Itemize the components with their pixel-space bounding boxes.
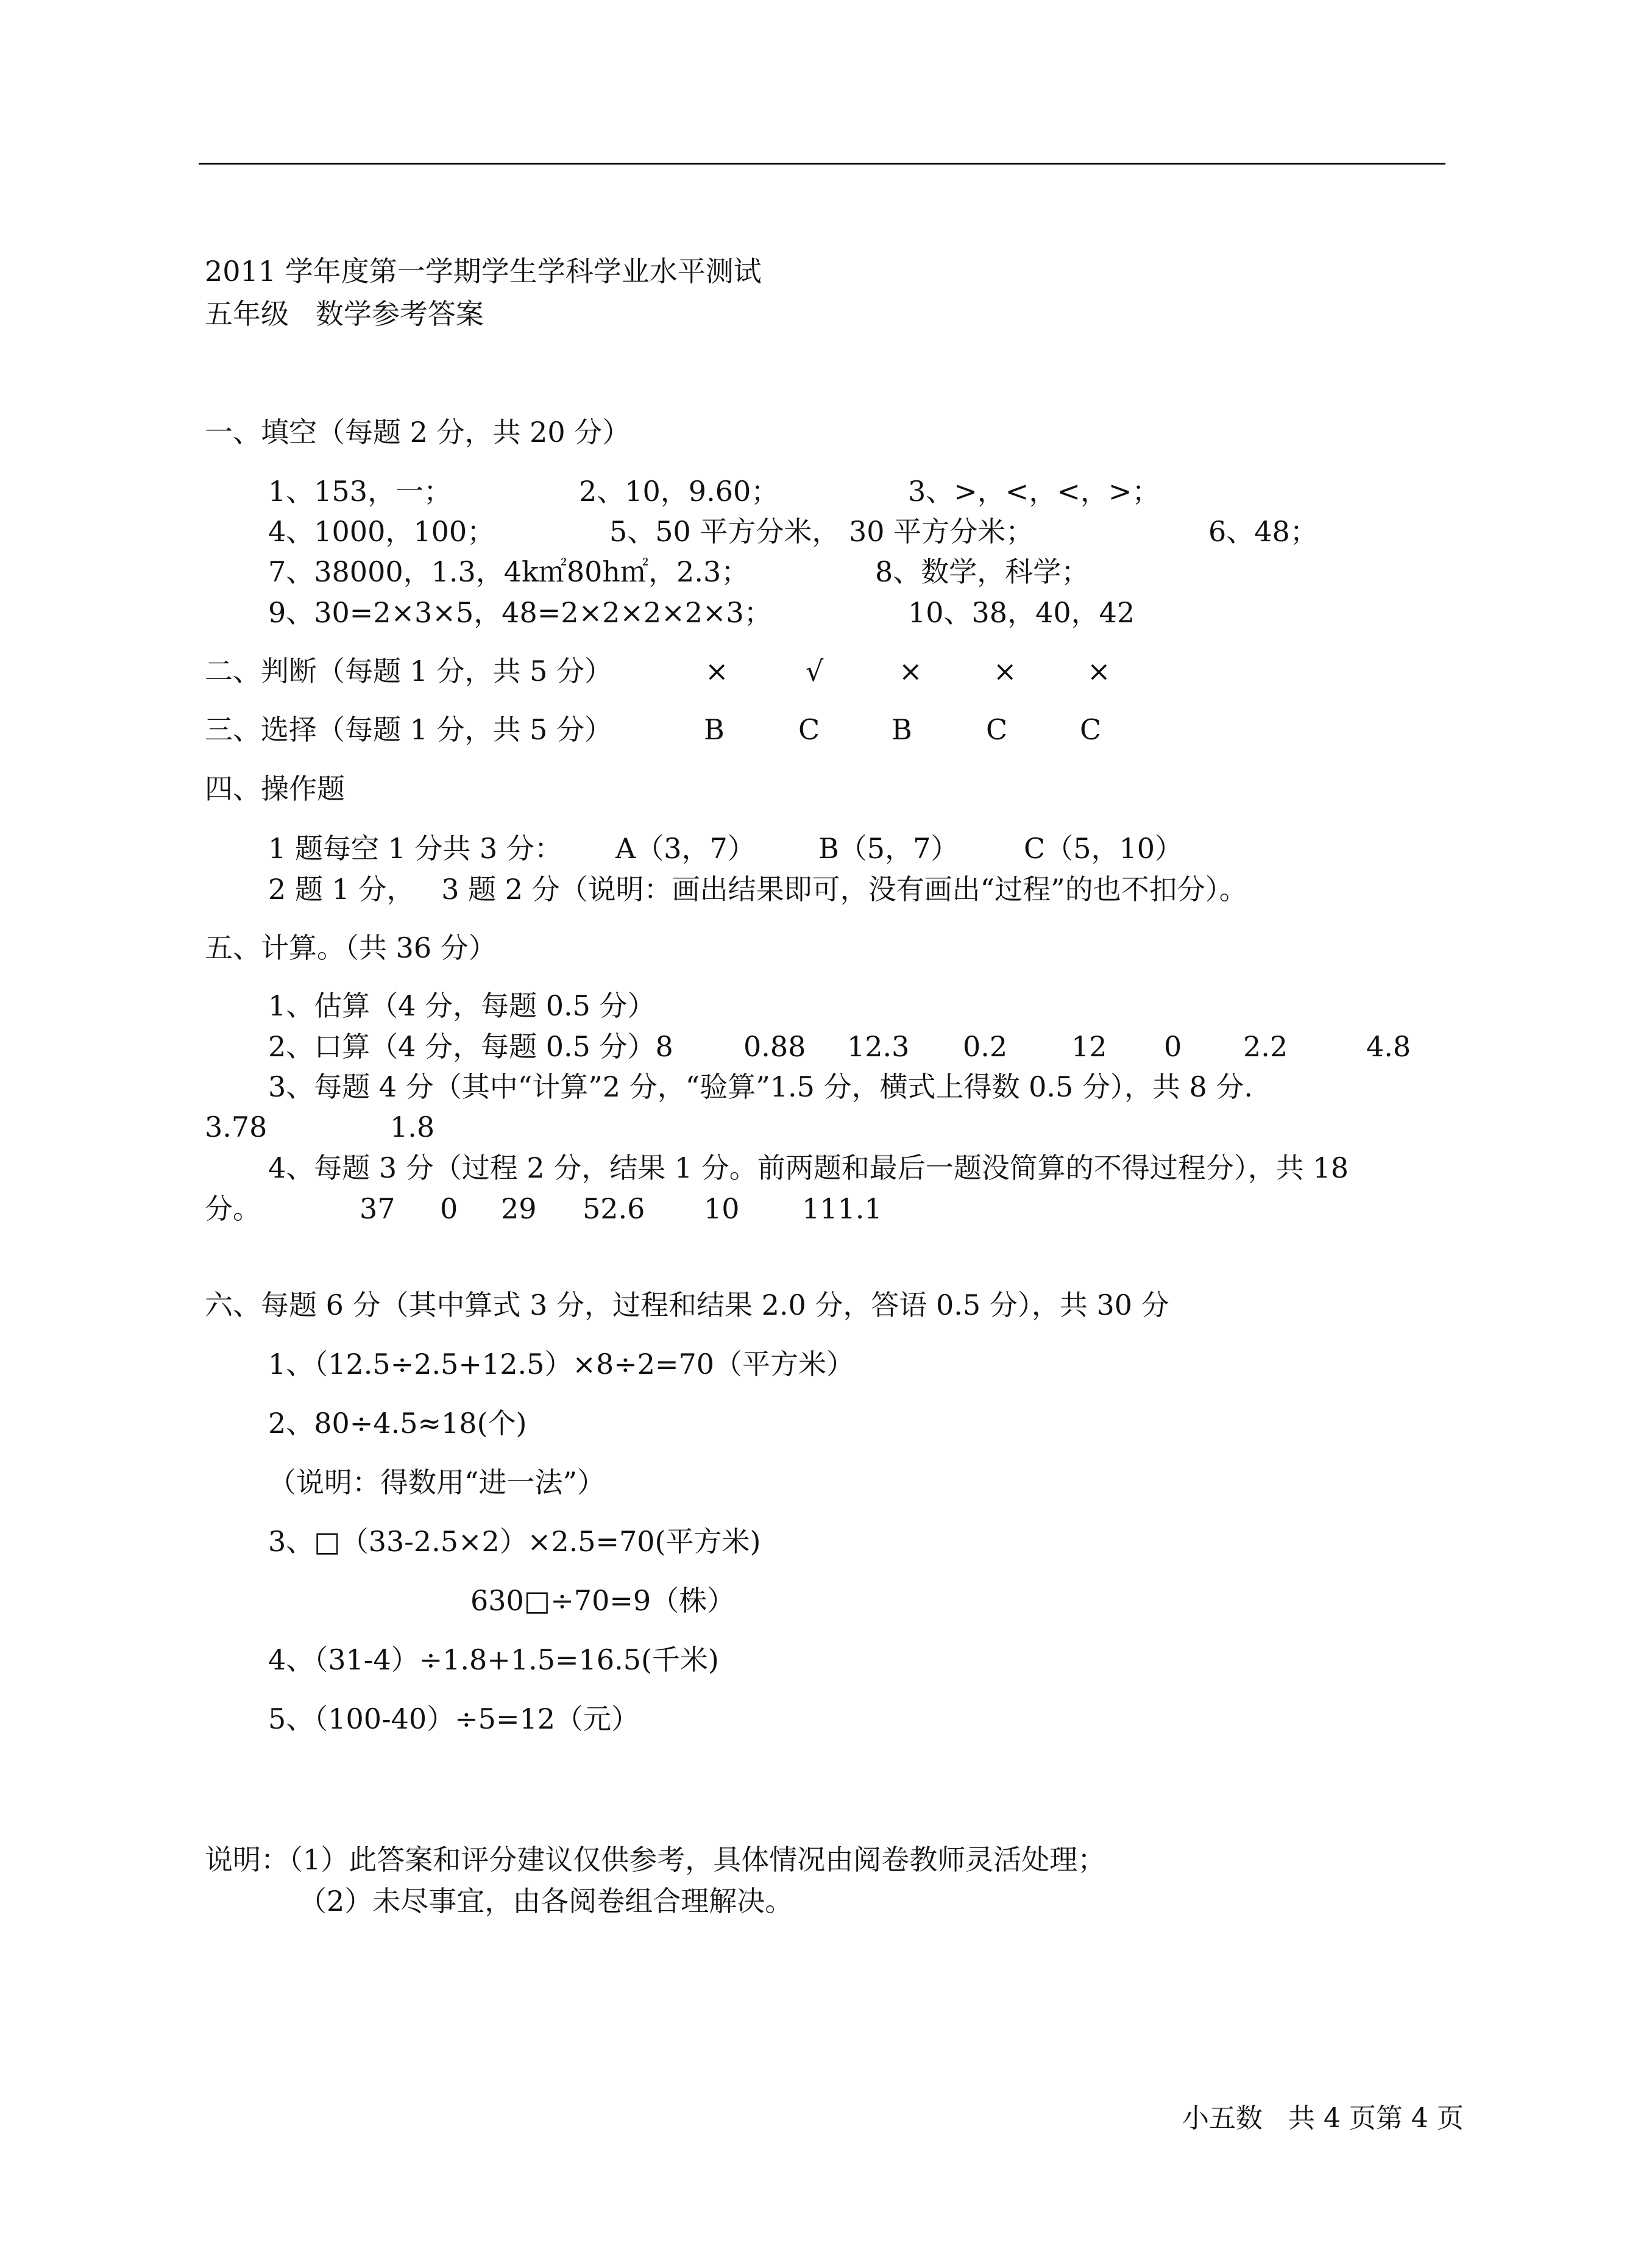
- s5-line-4-value: 52.6: [583, 1192, 645, 1225]
- section-1-heading: 一、填空（每题 2 分，共 20 分）: [205, 416, 631, 449]
- s5-oral-value: 0: [1164, 1030, 1182, 1063]
- judge-answer-1: ×: [705, 655, 729, 688]
- s5-oral-value: 0.2: [963, 1030, 1008, 1063]
- s6-question-2: 2、80÷4.5≈18(个): [268, 1407, 527, 1440]
- s5-line-4-value: 10: [704, 1192, 740, 1225]
- s5-line-3-value: 1.8: [390, 1111, 435, 1143]
- s1-answer-10: 10、38，40，42: [908, 596, 1135, 629]
- s1-answer-2: 2、10，9.60；: [579, 475, 779, 508]
- judge-answer-4: ×: [993, 655, 1017, 688]
- s5-line-4: 4、每题 3 分（过程 2 分，结果 1 分。前两题和最后一题没简算的不得过程分），共 18: [268, 1151, 1349, 1184]
- s1-answer-3: 3、>，<，<，>；: [908, 475, 1160, 508]
- s1-answer-6: 6、48；: [1208, 515, 1318, 548]
- s5-line-4-value: 0: [440, 1192, 458, 1225]
- section-5-heading: 五、计算。（共 36 分）: [205, 931, 497, 964]
- s1-answer-5: 5、50 平方分米， 30 平方分米；: [609, 515, 1034, 548]
- s5-line-3-value: 3.78: [205, 1111, 268, 1143]
- s5-line-1: 1、估算（4 分，每题 0.5 分）: [268, 989, 656, 1022]
- s6-question-1: 1、（12.5÷2.5+12.5）×8÷2=70（平方米）: [268, 1348, 855, 1381]
- s1-answer-7: 7、38000，1.3，4k㎡80h㎡，2.3；: [268, 555, 750, 588]
- s5-oral-value: 0.88: [743, 1030, 806, 1063]
- s6-question-5: 5、（100-40）÷5=12（元）: [268, 1702, 640, 1735]
- note-2: （2）未尽事宜，由各阅卷组合理解决。: [299, 1885, 793, 1918]
- section-6-heading: 六、每题 6 分（其中算式 3 分，过程和结果 2.0 分，答语 0.5 分），共 30 分: [205, 1289, 1169, 1321]
- s4-line-2: 2 题 1 分， 3 题 2 分（说明：画出结果即可，没有画出“过程”的也不扣分）。: [268, 873, 1247, 906]
- choice-answer-3: B: [892, 713, 912, 746]
- s5-line-4-value: 37: [360, 1192, 395, 1225]
- s5-line-4-end: 分。: [205, 1192, 261, 1225]
- s5-oral-value: 12: [1071, 1030, 1107, 1063]
- s6-question-3b: 630□÷70=9（株）: [470, 1584, 736, 1617]
- s6-question-3: 3、□（33-2.5×2）×2.5=70(平方米): [268, 1525, 761, 1558]
- s1-answer-8: 8、数学，科学；: [875, 555, 1090, 588]
- section-4-heading: 四、操作题: [205, 772, 345, 805]
- section-2-heading: 二、判断（每题 1 分，共 5 分）: [205, 655, 613, 688]
- s5-line-4-value: 111.1: [802, 1192, 882, 1225]
- s1-answer-1: 1、153，一；: [268, 475, 452, 508]
- s6-question-4: 4、（31-4）÷1.8+1.5=16.5(千米): [268, 1643, 719, 1676]
- section-3-heading: 三、选择（每题 1 分，共 5 分）: [205, 713, 613, 746]
- judge-answer-2: √: [806, 655, 824, 688]
- judge-answer-3: ×: [899, 655, 923, 688]
- document-subtitle: 五年级 数学参考答案: [205, 297, 484, 330]
- s4-point-a: A（3，7）: [615, 832, 756, 865]
- s1-answer-4: 4、1000，100；: [268, 515, 495, 548]
- s5-oral-value: 4.8: [1366, 1030, 1411, 1063]
- s5-line-4-value: 29: [501, 1192, 537, 1225]
- s5-oral-value: 12.3: [847, 1030, 910, 1063]
- judge-answer-5: ×: [1087, 655, 1111, 688]
- choice-answer-2: C: [798, 713, 820, 746]
- document-title: 2011 学年度第一学期学生学科学业水平测试: [205, 255, 762, 288]
- choice-answer-4: C: [986, 713, 1008, 746]
- top-rule: [199, 163, 1445, 165]
- s4-line-1-prefix: 1 题每空 1 分共 3 分：: [268, 832, 562, 865]
- s5-line-3: 3、每题 4 分（其中“计算”2 分，“验算”1.5 分，横式上得数 0.5 分），共 8 分.: [268, 1070, 1253, 1103]
- s4-point-c: C（5，10）: [1024, 832, 1183, 865]
- choice-answer-1: B: [704, 713, 725, 746]
- page-footer: 小五数 共 4 页第 4 页: [1182, 2103, 1464, 2134]
- s4-point-b: B（5，7）: [818, 832, 959, 865]
- choice-answer-5: C: [1080, 713, 1102, 746]
- note-1: 说明：（1）此答案和评分建议仅供参考，具体情况由阅卷教师灵活处理；: [205, 1843, 1106, 1876]
- s5-oral-value: 2.2: [1243, 1030, 1288, 1063]
- s5-line-2-prefix: 2、口算（4 分，每题 0.5 分）8: [268, 1030, 673, 1063]
- s6-question-2-note: （说明：得数用“进一法”）: [268, 1466, 606, 1499]
- s1-answer-9: 9、30=2×3×5，48=2×2×2×2×3；: [268, 596, 772, 629]
